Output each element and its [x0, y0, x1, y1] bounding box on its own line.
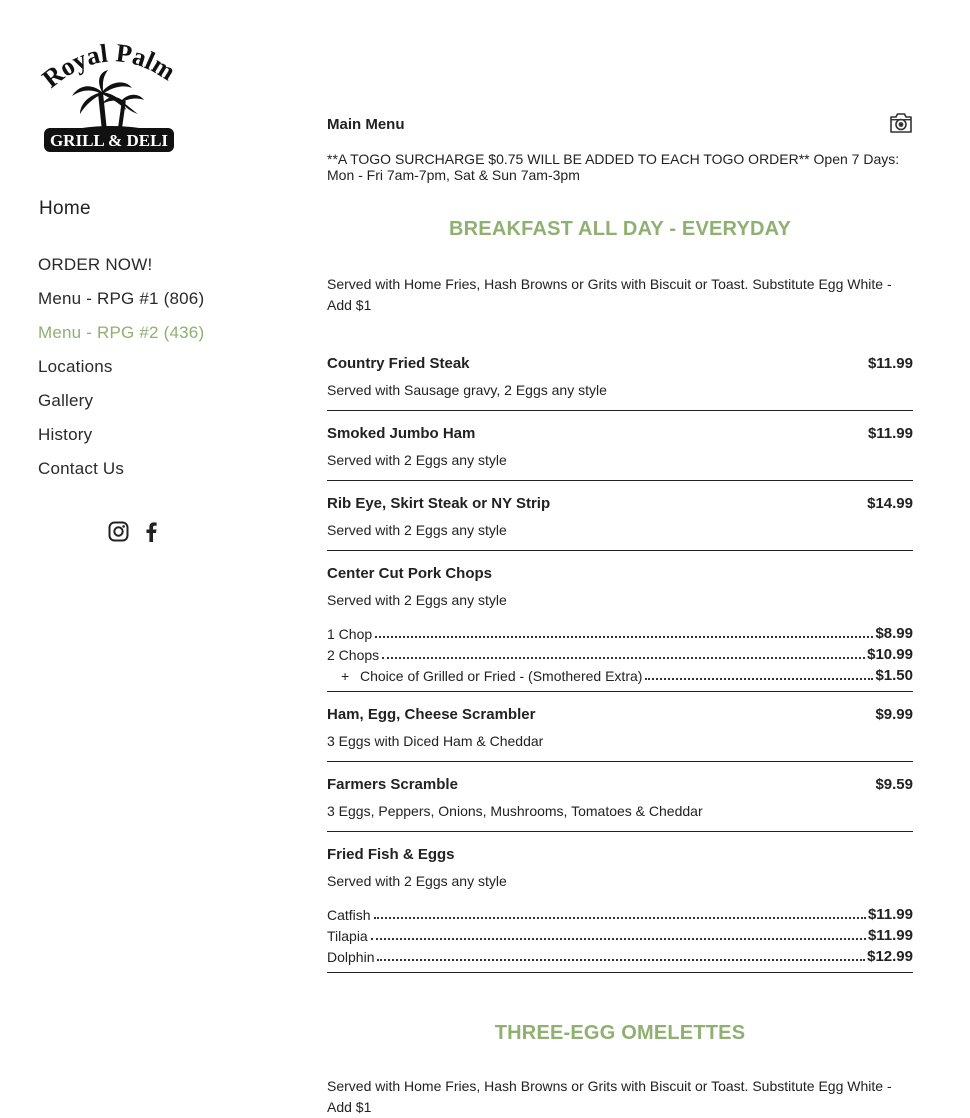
dot-leader	[382, 657, 865, 659]
menu-option-label: 2 Chops	[327, 647, 380, 663]
menu-option-addon	[327, 663, 913, 684]
menu-option-price: $12.99	[867, 948, 913, 965]
menu-item-options	[327, 902, 913, 965]
nav-item-history[interactable]: History	[38, 425, 93, 444]
menu-option-price: $11.99	[867, 927, 913, 944]
menu-item-options	[327, 621, 913, 684]
nav-item-gallery[interactable]: Gallery	[38, 391, 94, 410]
menu-option	[327, 944, 913, 965]
page-title: Main Menu	[327, 116, 405, 133]
logo-graphic	[40, 42, 180, 154]
nav-item-locations[interactable]: Locations	[38, 357, 113, 376]
menu-item-price: $11.99	[867, 425, 913, 442]
menu-option-label: Catfish	[327, 907, 371, 923]
section-title-omelettes: THREE-EGG OMELETTES	[494, 1022, 746, 1044]
menu-item-name: Fried Fish & Eggs	[327, 846, 455, 863]
menu-item	[327, 425, 913, 481]
menu-item	[327, 565, 913, 692]
social-links	[108, 521, 162, 542]
plus-icon: +	[341, 668, 350, 684]
menu-item	[327, 706, 913, 762]
palm-tree-icon	[70, 70, 152, 132]
section-title-breakfast: BREAKFAST ALL DAY - EVERYDAY	[449, 218, 791, 240]
menu-item	[327, 355, 913, 411]
menu-item	[327, 495, 913, 551]
menu-option-label: Tilapia	[327, 928, 368, 944]
dot-leader	[371, 938, 866, 940]
menu-item-description: Served with 2 Eggs any style	[327, 873, 507, 889]
dot-leader	[377, 959, 865, 961]
camera-icon[interactable]	[889, 112, 913, 134]
togo-notice: **A TOGO SURCHARGE $0.75 WILL BE ADDED TO EACH TOGO ORDER** Open 7 Days: Mon - Fri 7am-7pm, Sat & Sun 7am-3pm	[327, 151, 900, 183]
menu-item-description: 3 Eggs with Diced Ham & Cheddar	[327, 733, 544, 749]
menu-item-description: Served with Sausage gravy, 2 Eggs any style	[327, 382, 607, 398]
menu-item-description: Served with 2 Eggs any style	[327, 592, 507, 608]
nav-item-menu-rpg-2[interactable]: Menu - RPG #2 (436)	[38, 323, 205, 342]
menu-item	[327, 846, 913, 973]
menu-item-name: Farmers Scramble	[327, 776, 458, 793]
dot-leader	[374, 917, 866, 919]
menu-option-label: 1 Chop	[327, 626, 373, 642]
menu-option-label: Choice of Grilled or Fried - (Smothered Extra)	[360, 668, 643, 684]
dot-leader	[375, 636, 873, 638]
menu-item-name: Center Cut Pork Chops	[327, 565, 493, 582]
menu-item-description: Served with 2 Eggs any style	[327, 452, 507, 468]
site-logo[interactable]	[40, 42, 180, 154]
logo-subtitle: GRILL & DELI	[49, 131, 169, 150]
logo-title: Royal Palm	[40, 42, 180, 94]
section-description-breakfast: Served with Home Fries, Hash Browns or Grits with Biscuit or Toast. Substitute Egg White - Add $1	[327, 276, 892, 313]
menu-item-name: Rib Eye, Skirt Steak or NY Strip	[327, 495, 551, 512]
nav-home[interactable]: Home	[39, 198, 91, 219]
menu-option-price: $10.99	[867, 646, 913, 663]
menu-option-label: Dolphin	[327, 949, 375, 965]
nav-item-order-now[interactable]: ORDER NOW!	[38, 255, 153, 274]
menu-option-price: $8.99	[875, 625, 913, 642]
menu-option-price: $11.99	[867, 906, 913, 923]
menu-item-name: Ham, Egg, Cheese Scrambler	[327, 706, 536, 723]
nav-item-menu-rpg-1[interactable]: Menu - RPG #1 (806)	[38, 289, 205, 308]
menu-item	[327, 776, 913, 832]
instagram-icon[interactable]	[108, 521, 129, 542]
menu-item-price: $9.99	[875, 706, 913, 723]
main-nav	[38, 254, 204, 492]
sidebar	[0, 0, 300, 1090]
menu-option-price: $1.50	[875, 667, 913, 684]
menu-option	[327, 923, 913, 944]
menu-option	[327, 902, 913, 923]
menu-item-price: $9.59	[875, 776, 913, 793]
menu-option	[327, 621, 913, 642]
section-description-omelettes: Served with Home Fries, Hash Browns or Grits with Biscuit or Toast. Substitute Egg White - Add $1	[327, 1078, 892, 1115]
menu-option	[327, 642, 913, 663]
facebook-icon[interactable]	[141, 521, 162, 542]
main-content	[327, 0, 913, 1115]
menu-item-description: Served with 2 Eggs any style	[327, 522, 507, 538]
menu-item-description: 3 Eggs, Peppers, Onions, Mushrooms, Tomatoes & Cheddar	[327, 803, 703, 819]
menu-item-name: Country Fried Steak	[327, 355, 470, 372]
nav-item-contact-us[interactable]: Contact Us	[38, 459, 125, 478]
dot-leader	[645, 678, 873, 680]
menu-item-price: $11.99	[867, 355, 913, 372]
menu-item-price: $14.99	[867, 495, 913, 512]
menu-item-name: Smoked Jumbo Ham	[327, 425, 476, 442]
